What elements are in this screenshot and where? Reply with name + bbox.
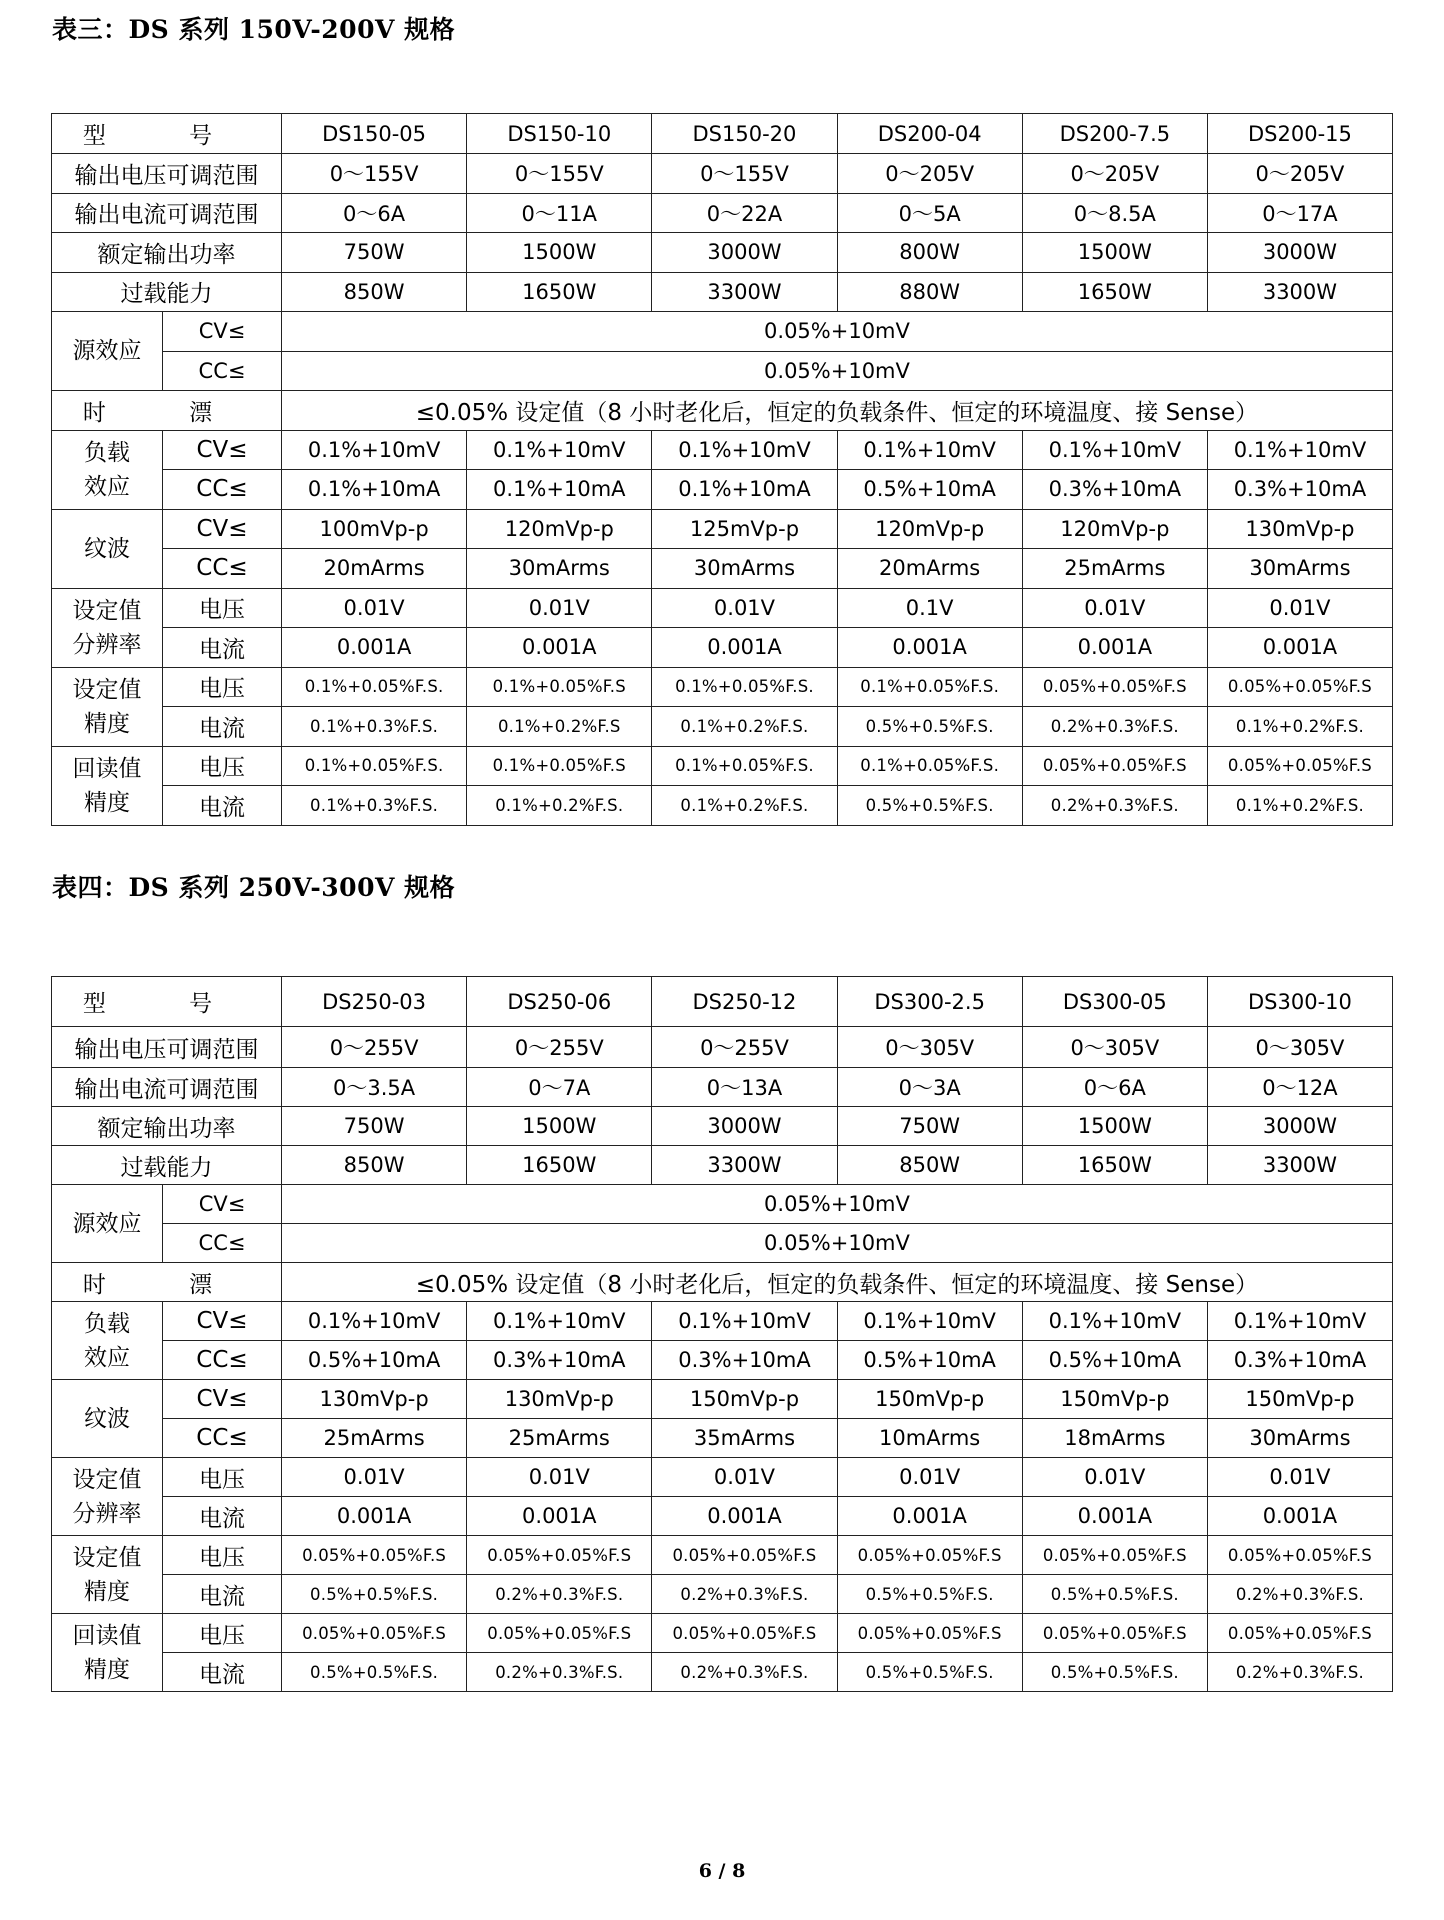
load-effect-cc-value: 0.1%+10mA: [467, 470, 652, 510]
model-name-cell: DS150-10: [467, 114, 652, 154]
set-accuracy-i-row: [52, 1575, 1393, 1614]
overload-capacity-value: 1650W: [1022, 1146, 1207, 1185]
set-resolution-v-value: 0.01V: [837, 1458, 1022, 1497]
load-effect-cc-value: 0.3%+10mA: [467, 1341, 652, 1380]
source-effect-label: 源效应: [52, 312, 163, 391]
rated-power-value: 3000W: [1207, 1107, 1392, 1146]
readback-accuracy-i-label: 电流: [163, 1653, 282, 1692]
set-accuracy-i-label: 电流: [163, 1575, 282, 1614]
set-resolution-v-row: [52, 588, 1393, 628]
set-accuracy-i-row: [52, 707, 1393, 747]
rated-power-value: 1500W: [1022, 1107, 1207, 1146]
readback-accuracy-i-row: [52, 786, 1393, 826]
ripple-cv-value: 150mVp-p: [1207, 1380, 1392, 1419]
model-name-cell: DS200-04: [837, 114, 1022, 154]
readback-accuracy-label-line-1: 回读值: [72, 755, 142, 782]
set-resolution-v-value: 0.01V: [1022, 1458, 1207, 1497]
set-accuracy-v-value: 0.1%+0.05%F.S: [467, 667, 652, 707]
drift-value: ≤0.05% 设定值（8 小时老化后，恒定的负载条件、恒定的环境温度、接 Sense）: [282, 391, 1393, 431]
rated-power-value: 3000W: [652, 233, 837, 273]
ripple-cv-value: 130mVp-p: [1207, 509, 1392, 549]
output-voltage-value: 0～155V: [282, 154, 467, 194]
set-resolution-label-line-1: 设定值: [72, 597, 142, 624]
set-accuracy-i-value: 0.5%+0.5%F.S.: [1022, 1575, 1207, 1614]
rated-power-value: 750W: [282, 233, 467, 273]
overload-capacity-label: 过载能力: [52, 1146, 282, 1185]
set-resolution-v-value: 0.01V: [1207, 588, 1392, 628]
rated-power-label: 额定输出功率: [52, 1107, 282, 1146]
output-current-value: 0～7A: [467, 1068, 652, 1107]
ripple-cv-label: CV≤: [163, 1380, 282, 1419]
load-effect-cc-value: 0.5%+10mA: [282, 1341, 467, 1380]
set-resolution-i-value: 0.001A: [837, 1497, 1022, 1536]
load-effect-cv-row: [52, 430, 1393, 470]
load-effect-cc-value: 0.5%+10mA: [1022, 1341, 1207, 1380]
ripple-label: 纹波: [52, 1380, 163, 1458]
source-effect-cc-label: CC≤: [163, 351, 282, 391]
overload-capacity-row: [52, 272, 1393, 312]
load-effect-label: [52, 1302, 163, 1380]
load-effect-cc-value: 0.1%+10mA: [282, 470, 467, 510]
overload-capacity-label: 过载能力: [52, 272, 282, 312]
ripple-cc-value: 30mArms: [1207, 1419, 1392, 1458]
set-accuracy-i-value: 0.2%+0.3%F.S.: [1207, 1575, 1392, 1614]
set-resolution-i-value: 0.001A: [467, 628, 652, 668]
model-name-cell: DS250-12: [652, 977, 837, 1027]
set-accuracy-i-value: 0.1%+0.3%F.S.: [282, 707, 467, 747]
spec-table-150v-200v: [51, 113, 1393, 826]
readback-accuracy-i-label: 电流: [163, 786, 282, 826]
set-accuracy-i-label: 电流: [163, 707, 282, 747]
ripple-cv-value: 150mVp-p: [1022, 1380, 1207, 1419]
source-effect-label: 源效应: [52, 1185, 163, 1263]
overload-capacity-value: 850W: [282, 1146, 467, 1185]
set-accuracy-v-value: 0.1%+0.05%F.S.: [652, 667, 837, 707]
source-effect-cc-value: 0.05%+10mV: [282, 351, 1393, 391]
load-effect-label: [52, 430, 163, 509]
output-voltage-value: 0～205V: [1022, 154, 1207, 194]
set-resolution-i-value: 0.001A: [282, 1497, 467, 1536]
readback-accuracy-i-row: [52, 1653, 1393, 1692]
set-accuracy-i-value: 0.2%+0.3%F.S.: [1022, 707, 1207, 747]
set-resolution-v-value: 0.01V: [652, 588, 837, 628]
load-effect-label-line-1: 负载: [84, 1310, 130, 1337]
ripple-cc-value: 18mArms: [1022, 1419, 1207, 1458]
readback-accuracy-i-value: 0.5%+0.5%F.S.: [837, 1653, 1022, 1692]
source-effect-cc-row: [52, 351, 1393, 391]
set-accuracy-label-line-1: 设定值: [72, 676, 142, 703]
set-accuracy-v-value: 0.1%+0.05%F.S.: [282, 667, 467, 707]
set-accuracy-i-value: 0.2%+0.3%F.S.: [652, 1575, 837, 1614]
readback-accuracy-v-value: 0.05%+0.05%F.S: [1022, 746, 1207, 786]
set-resolution-i-value: 0.001A: [282, 628, 467, 668]
overload-capacity-row: [52, 1146, 1393, 1185]
rated-power-label: 额定输出功率: [52, 233, 282, 273]
readback-accuracy-i-value: 0.2%+0.3%F.S.: [652, 1653, 837, 1692]
set-accuracy-v-row: [52, 667, 1393, 707]
readback-accuracy-label-line-2: 精度: [84, 1656, 130, 1683]
set-resolution-v-value: 0.01V: [467, 588, 652, 628]
spec-table-250v-300v: [51, 976, 1393, 1692]
set-accuracy-v-value: 0.05%+0.05%F.S: [1207, 1536, 1392, 1575]
readback-accuracy-v-value: 0.1%+0.05%F.S.: [652, 746, 837, 786]
ripple-cc-value: 30mArms: [1207, 549, 1392, 589]
load-effect-cv-value: 0.1%+10mV: [1022, 430, 1207, 470]
output-current-value: 0～3A: [837, 1068, 1022, 1107]
load-effect-cc-row: [52, 1341, 1393, 1380]
output-voltage-value: 0～155V: [652, 154, 837, 194]
ripple-cc-value: 25mArms: [467, 1419, 652, 1458]
set-accuracy-label: [52, 667, 163, 746]
output-voltage-value: 0～155V: [467, 154, 652, 194]
set-accuracy-i-value: 0.1%+0.2%F.S.: [1207, 707, 1392, 747]
set-resolution-label-line-1: 设定值: [72, 1466, 142, 1493]
load-effect-cc-value: 0.3%+10mA: [1022, 470, 1207, 510]
set-accuracy-v-value: 0.05%+0.05%F.S: [1207, 667, 1392, 707]
model-name-cell: DS150-20: [652, 114, 837, 154]
readback-accuracy-i-value: 0.2%+0.3%F.S.: [467, 1653, 652, 1692]
set-accuracy-v-value: 0.05%+0.05%F.S: [282, 1536, 467, 1575]
load-effect-cc-row: [52, 470, 1393, 510]
output-voltage-value: 0～305V: [1207, 1027, 1392, 1068]
readback-accuracy-i-value: 0.1%+0.3%F.S.: [282, 786, 467, 826]
readback-accuracy-i-value: 0.1%+0.2%F.S.: [652, 786, 837, 826]
source-effect-cv-label: CV≤: [163, 312, 282, 352]
ripple-cv-value: 130mVp-p: [282, 1380, 467, 1419]
set-resolution-v-value: 0.01V: [1022, 588, 1207, 628]
source-effect-cv-label: CV≤: [163, 1185, 282, 1224]
set-accuracy-i-value: 0.5%+0.5%F.S.: [837, 707, 1022, 747]
readback-accuracy-i-value: 0.5%+0.5%F.S.: [282, 1653, 467, 1692]
output-current-value: 0～5A: [837, 193, 1022, 233]
model-name-cell: DS150-05: [282, 114, 467, 154]
output-voltage-label: 输出电压可调范围: [52, 1027, 282, 1068]
output-voltage-value: 0～255V: [467, 1027, 652, 1068]
model-header-label: 型 号: [52, 977, 282, 1027]
output-voltage-value: 0～305V: [837, 1027, 1022, 1068]
load-effect-cc-value: 0.3%+10mA: [1207, 470, 1392, 510]
ripple-cc-value: 20mArms: [282, 549, 467, 589]
set-resolution-i-label: 电流: [163, 1497, 282, 1536]
set-accuracy-label-line-1: 设定值: [72, 1544, 142, 1571]
output-current-value: 0～17A: [1207, 193, 1392, 233]
set-accuracy-i-value: 0.2%+0.3%F.S.: [467, 1575, 652, 1614]
rated-power-row: [52, 1107, 1393, 1146]
drift-value: ≤0.05% 设定值（8 小时老化后，恒定的负载条件、恒定的环境温度、接 Sense）: [282, 1263, 1393, 1302]
load-effect-cv-value: 0.1%+10mV: [1207, 430, 1392, 470]
table-header-row: [52, 977, 1393, 1027]
load-effect-cv-value: 0.1%+10mV: [467, 1302, 652, 1341]
set-accuracy-v-label: 电压: [163, 667, 282, 707]
source-effect-cc-value: 0.05%+10mV: [282, 1224, 1393, 1263]
overload-capacity-value: 3300W: [652, 272, 837, 312]
load-effect-cv-label: CV≤: [163, 430, 282, 470]
rated-power-value: 3000W: [1207, 233, 1392, 273]
output-current-value: 0～6A: [1022, 1068, 1207, 1107]
ripple-cc-label: CC≤: [163, 1419, 282, 1458]
overload-capacity-value: 880W: [837, 272, 1022, 312]
ripple-cv-value: 100mVp-p: [282, 509, 467, 549]
set-resolution-label-line-2: 分辨率: [72, 631, 142, 658]
readback-accuracy-v-row: [52, 1614, 1393, 1653]
set-accuracy-i-value: 0.5%+0.5%F.S.: [282, 1575, 467, 1614]
ripple-cv-value: 120mVp-p: [1022, 509, 1207, 549]
model-header-label: 型 号: [52, 114, 282, 154]
set-resolution-i-value: 0.001A: [1207, 1497, 1392, 1536]
readback-accuracy-label: [52, 1614, 163, 1692]
set-resolution-v-value: 0.01V: [652, 1458, 837, 1497]
output-current-value: 0～12A: [1207, 1068, 1392, 1107]
ripple-cc-value: 25mArms: [1022, 549, 1207, 589]
set-resolution-label-line-2: 分辨率: [72, 1500, 142, 1527]
set-resolution-i-value: 0.001A: [1207, 628, 1392, 668]
ripple-label: 纹波: [52, 509, 163, 588]
set-resolution-v-value: 0.1V: [837, 588, 1022, 628]
model-name-cell: DS300-2.5: [837, 977, 1022, 1027]
readback-accuracy-v-value: 0.05%+0.05%F.S: [1022, 1614, 1207, 1653]
readback-accuracy-i-value: 0.5%+0.5%F.S.: [1022, 1653, 1207, 1692]
readback-accuracy-v-value: 0.05%+0.05%F.S: [652, 1614, 837, 1653]
output-voltage-row: [52, 1027, 1393, 1068]
readback-accuracy-v-value: 0.05%+0.05%F.S: [1207, 746, 1392, 786]
rated-power-value: 750W: [837, 1107, 1022, 1146]
output-voltage-value: 0～255V: [652, 1027, 837, 1068]
load-effect-cv-value: 0.1%+10mV: [1207, 1302, 1392, 1341]
ripple-cc-value: 30mArms: [467, 549, 652, 589]
set-resolution-i-label: 电流: [163, 628, 282, 668]
table-header-row: [52, 114, 1393, 154]
set-resolution-i-row: [52, 628, 1393, 668]
ripple-cc-row: [52, 549, 1393, 589]
output-voltage-value: 0～205V: [1207, 154, 1392, 194]
load-effect-cv-value: 0.1%+10mV: [837, 1302, 1022, 1341]
drift-label: 时 漂: [52, 1263, 282, 1302]
source-effect-cv-row: [52, 312, 1393, 352]
readback-accuracy-v-label: 电压: [163, 1614, 282, 1653]
drift-row: [52, 391, 1393, 431]
ripple-cv-value: 150mVp-p: [837, 1380, 1022, 1419]
set-resolution-i-value: 0.001A: [652, 628, 837, 668]
ripple-cv-row: [52, 1380, 1393, 1419]
load-effect-cc-value: 0.5%+10mA: [837, 470, 1022, 510]
load-effect-cc-value: 0.3%+10mA: [1207, 1341, 1392, 1380]
set-resolution-v-label: 电压: [163, 1458, 282, 1497]
set-accuracy-v-value: 0.05%+0.05%F.S: [1022, 667, 1207, 707]
source-effect-cv-row: [52, 1185, 1393, 1224]
set-resolution-i-value: 0.001A: [837, 628, 1022, 668]
model-name-cell: DS250-03: [282, 977, 467, 1027]
output-current-row: [52, 1068, 1393, 1107]
load-effect-label-line-2: 效应: [84, 473, 130, 500]
load-effect-cc-value: 0.1%+10mA: [652, 470, 837, 510]
set-accuracy-v-value: 0.05%+0.05%F.S: [1022, 1536, 1207, 1575]
ripple-cc-value: 30mArms: [652, 549, 837, 589]
load-effect-cc-label: CC≤: [163, 1341, 282, 1380]
load-effect-cv-label: CV≤: [163, 1302, 282, 1341]
output-current-value: 0～11A: [467, 193, 652, 233]
load-effect-cv-row: [52, 1302, 1393, 1341]
readback-accuracy-v-value: 0.1%+0.05%F.S.: [837, 746, 1022, 786]
ripple-cc-value: 20mArms: [837, 549, 1022, 589]
readback-accuracy-v-value: 0.05%+0.05%F.S: [282, 1614, 467, 1653]
source-effect-cv-value: 0.05%+10mV: [282, 312, 1393, 352]
set-resolution-i-value: 0.001A: [467, 1497, 652, 1536]
ripple-cv-value: 125mVp-p: [652, 509, 837, 549]
output-voltage-value: 0～205V: [837, 154, 1022, 194]
readback-accuracy-v-value: 0.1%+0.05%F.S.: [282, 746, 467, 786]
drift-row: [52, 1263, 1393, 1302]
output-current-value: 0～13A: [652, 1068, 837, 1107]
output-voltage-label: 输出电压可调范围: [52, 154, 282, 194]
model-name-cell: DS300-10: [1207, 977, 1392, 1027]
output-current-label: 输出电流可调范围: [52, 193, 282, 233]
load-effect-cv-value: 0.1%+10mV: [467, 430, 652, 470]
set-resolution-v-row: [52, 1458, 1393, 1497]
set-accuracy-v-value: 0.05%+0.05%F.S: [837, 1536, 1022, 1575]
set-resolution-i-row: [52, 1497, 1393, 1536]
ripple-cc-value: 25mArms: [282, 1419, 467, 1458]
model-name-cell: DS250-06: [467, 977, 652, 1027]
source-effect-cc-label: CC≤: [163, 1224, 282, 1263]
set-accuracy-label: [52, 1536, 163, 1614]
set-resolution-v-value: 0.01V: [282, 588, 467, 628]
set-resolution-v-value: 0.01V: [467, 1458, 652, 1497]
set-resolution-i-value: 0.001A: [1022, 628, 1207, 668]
load-effect-cc-label: CC≤: [163, 470, 282, 510]
set-resolution-v-value: 0.01V: [1207, 1458, 1392, 1497]
load-effect-cv-value: 0.1%+10mV: [837, 430, 1022, 470]
output-current-value: 0～6A: [282, 193, 467, 233]
table4-title: 表四：DS 系列 250V-300V 规格: [52, 873, 456, 902]
load-effect-cv-value: 0.1%+10mV: [652, 1302, 837, 1341]
model-name-cell: DS200-15: [1207, 114, 1392, 154]
readback-accuracy-v-row: [52, 746, 1393, 786]
overload-capacity-value: 3300W: [1207, 1146, 1392, 1185]
ripple-cv-value: 150mVp-p: [652, 1380, 837, 1419]
output-voltage-row: [52, 154, 1393, 194]
set-resolution-label: [52, 588, 163, 667]
overload-capacity-value: 850W: [282, 272, 467, 312]
load-effect-cv-value: 0.1%+10mV: [282, 430, 467, 470]
set-accuracy-v-row: [52, 1536, 1393, 1575]
table3-title: 表三：DS 系列 150V-200V 规格: [52, 15, 456, 44]
output-current-value: 0～22A: [652, 193, 837, 233]
readback-accuracy-v-label: 电压: [163, 746, 282, 786]
load-effect-cv-value: 0.1%+10mV: [1022, 1302, 1207, 1341]
load-effect-cc-value: 0.5%+10mA: [837, 1341, 1022, 1380]
set-accuracy-v-value: 0.05%+0.05%F.S: [652, 1536, 837, 1575]
readback-accuracy-v-value: 0.1%+0.05%F.S: [467, 746, 652, 786]
rated-power-value: 800W: [837, 233, 1022, 273]
readback-accuracy-i-value: 0.2%+0.3%F.S.: [1022, 786, 1207, 826]
readback-accuracy-i-value: 0.5%+0.5%F.S.: [837, 786, 1022, 826]
rated-power-value: 1500W: [467, 1107, 652, 1146]
output-current-row: [52, 193, 1393, 233]
set-accuracy-v-label: 电压: [163, 1536, 282, 1575]
page-number: 6 / 8: [698, 1860, 746, 1882]
output-current-value: 0～8.5A: [1022, 193, 1207, 233]
set-resolution-v-label: 电压: [163, 588, 282, 628]
rated-power-row: [52, 233, 1393, 273]
load-effect-cv-value: 0.1%+10mV: [282, 1302, 467, 1341]
overload-capacity-value: 1650W: [467, 1146, 652, 1185]
set-accuracy-v-value: 0.1%+0.05%F.S.: [837, 667, 1022, 707]
ripple-cc-value: 10mArms: [837, 1419, 1022, 1458]
ripple-cv-value: 120mVp-p: [467, 509, 652, 549]
readback-accuracy-label: [52, 746, 163, 825]
ripple-cc-label: CC≤: [163, 549, 282, 589]
set-accuracy-i-value: 0.1%+0.2%F.S: [467, 707, 652, 747]
output-current-value: 0～3.5A: [282, 1068, 467, 1107]
load-effect-cv-value: 0.1%+10mV: [652, 430, 837, 470]
set-resolution-label: [52, 1458, 163, 1536]
ripple-cv-row: [52, 509, 1393, 549]
rated-power-value: 1500W: [467, 233, 652, 273]
ripple-cv-value: 120mVp-p: [837, 509, 1022, 549]
readback-accuracy-v-value: 0.05%+0.05%F.S: [1207, 1614, 1392, 1653]
readback-accuracy-v-value: 0.05%+0.05%F.S: [837, 1614, 1022, 1653]
set-accuracy-i-value: 0.5%+0.5%F.S.: [837, 1575, 1022, 1614]
ripple-cc-row: [52, 1419, 1393, 1458]
drift-label: 时 漂: [52, 391, 282, 431]
set-resolution-i-value: 0.001A: [1022, 1497, 1207, 1536]
overload-capacity-value: 850W: [837, 1146, 1022, 1185]
output-voltage-value: 0～305V: [1022, 1027, 1207, 1068]
readback-accuracy-label-line-2: 精度: [84, 789, 130, 816]
rated-power-value: 1500W: [1022, 233, 1207, 273]
load-effect-cc-value: 0.3%+10mA: [652, 1341, 837, 1380]
readback-accuracy-v-value: 0.05%+0.05%F.S: [467, 1614, 652, 1653]
load-effect-label-line-1: 负载: [84, 439, 130, 466]
source-effect-cc-row: [52, 1224, 1393, 1263]
readback-accuracy-i-value: 0.2%+0.3%F.S.: [1207, 1653, 1392, 1692]
ripple-cv-label: CV≤: [163, 509, 282, 549]
set-resolution-v-value: 0.01V: [282, 1458, 467, 1497]
output-voltage-value: 0～255V: [282, 1027, 467, 1068]
ripple-cv-value: 130mVp-p: [467, 1380, 652, 1419]
overload-capacity-value: 1650W: [1022, 272, 1207, 312]
rated-power-value: 3000W: [652, 1107, 837, 1146]
set-accuracy-v-value: 0.05%+0.05%F.S: [467, 1536, 652, 1575]
readback-accuracy-i-value: 0.1%+0.2%F.S.: [467, 786, 652, 826]
rated-power-value: 750W: [282, 1107, 467, 1146]
set-accuracy-label-line-2: 精度: [84, 710, 130, 737]
load-effect-label-line-2: 效应: [84, 1344, 130, 1371]
source-effect-cv-value: 0.05%+10mV: [282, 1185, 1393, 1224]
readback-accuracy-label-line-1: 回读值: [72, 1622, 142, 1649]
ripple-cc-value: 35mArms: [652, 1419, 837, 1458]
set-resolution-i-value: 0.001A: [652, 1497, 837, 1536]
set-accuracy-label-line-2: 精度: [84, 1578, 130, 1605]
readback-accuracy-i-value: 0.1%+0.2%F.S.: [1207, 786, 1392, 826]
output-current-label: 输出电流可调范围: [52, 1068, 282, 1107]
model-name-cell: DS200-7.5: [1022, 114, 1207, 154]
set-accuracy-i-value: 0.1%+0.2%F.S.: [652, 707, 837, 747]
overload-capacity-value: 1650W: [467, 272, 652, 312]
overload-capacity-value: 3300W: [652, 1146, 837, 1185]
model-name-cell: DS300-05: [1022, 977, 1207, 1027]
overload-capacity-value: 3300W: [1207, 272, 1392, 312]
